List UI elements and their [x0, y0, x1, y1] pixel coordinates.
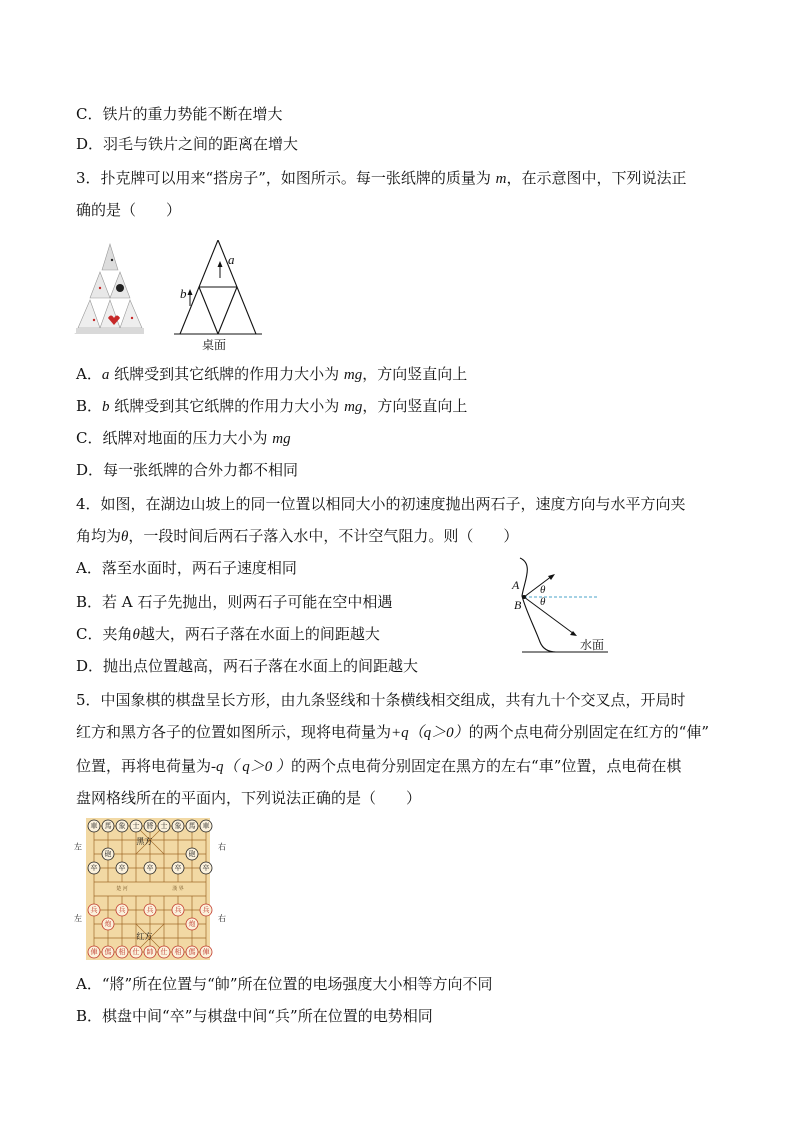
velocity-arrow-down: [524, 597, 577, 636]
label-water: 水面: [580, 638, 605, 652]
slope-curve: [520, 558, 556, 652]
black-piece: 將: [146, 822, 154, 830]
red-pawn: 兵: [90, 906, 98, 914]
red-piece: 傌: [188, 948, 196, 956]
black-pawn: 卒: [174, 864, 182, 872]
q3-option-c: C．纸牌对地面的压力大小为 mg: [76, 429, 291, 447]
black-piece: 馬: [104, 822, 112, 830]
red-pawn: 兵: [202, 906, 210, 914]
red-pawn: 兵: [118, 906, 126, 914]
label-B: B: [514, 598, 522, 612]
red-cannon: 炮: [188, 920, 196, 928]
red-piece: 仕: [160, 948, 168, 956]
q4-stem-line2: 角均为θ，一段时间后两石子落入水中，不计空气阻力。则（ ）: [76, 527, 519, 545]
black-piece: 象: [174, 822, 182, 830]
red-piece: 俥: [202, 948, 210, 956]
launch-point: [522, 595, 526, 599]
q3-stem-line2: 确的是（ ）: [76, 201, 182, 219]
q3-stem-line1: 3．扑克牌可以用来“搭房子”，如图所示。每一张纸牌的质量为 m，在示意图中，下列说法正: [76, 169, 687, 187]
q4-stem-line1: 4．如图，在湖边山坡上的同一位置以相同大小的初速度抛出两石子，速度方向与水平方向夹: [76, 495, 686, 513]
red-pawn: 兵: [174, 906, 182, 914]
xiangqi-board: [70, 816, 230, 962]
q5-figure: [70, 816, 230, 962]
black-piece: 士: [132, 822, 140, 830]
q4-figure: [500, 556, 620, 656]
q5-stem-line1: 5．中国象棋的棋盘呈长方形，由九条竖线和十条横线相交组成，共有九十个交叉点，开局时: [76, 691, 686, 709]
q4-option-c: C．夹角θ越大，两石子落在水面上的间距越大: [76, 625, 380, 643]
river-right-text: 漢 界: [172, 886, 184, 892]
card-house-photo: [74, 244, 144, 334]
black-pawn: 卒: [202, 864, 210, 872]
red-piece: 仕: [132, 948, 140, 956]
black-piece: 車: [90, 822, 98, 830]
red-piece: 傌: [104, 948, 112, 956]
q3-option-b: B．b 纸牌受到其它纸牌的作用力大小为 mg，方向竖直向上: [76, 397, 468, 415]
red-side-label: 红方: [136, 932, 153, 942]
q5-stem-line2: 红方和黑方各子的位置如图所示，现将电荷量为+q（q＞0）的两个点电荷分别固定在红方的“俥”: [76, 723, 709, 741]
black-piece: 象: [118, 822, 126, 830]
red-piece: 俥: [90, 948, 98, 956]
q4-option-d: D．抛出点位置越高，两石子落在水面上的间距越大: [76, 657, 419, 675]
black-pawn: 卒: [90, 864, 98, 872]
card-house-diagram: [72, 240, 272, 352]
black-pawn: 卒: [118, 864, 126, 872]
label-desk: 桌面: [202, 338, 227, 352]
arrow-b: [188, 289, 193, 306]
q3-option-a: A．a 纸牌受到其它纸牌的作用力大小为 mg，方向竖直向上: [76, 365, 468, 383]
red-piece: 帥: [146, 948, 154, 956]
q3-option-d: D．每一张纸牌的合外力都不相同: [76, 461, 299, 479]
black-piece: 士: [160, 822, 168, 830]
black-piece: 馬: [188, 822, 196, 830]
river-left-text: 楚 河: [116, 886, 128, 892]
black-piece: 車: [202, 822, 210, 830]
q4-option-b: B．若 A 石子先抛出，则两石子可能在空中相遇: [76, 593, 393, 611]
red-piece: 相: [174, 948, 182, 956]
black-cannon: 砲: [188, 850, 196, 858]
red-cannon: 炮: [104, 920, 112, 928]
q3-figure: [72, 240, 272, 352]
q5-stem-line3: 位置，再将电荷量为-q（ q＞0 ）的两个点电荷分别固定在黑方的左右“車”位置，点电荷在棋: [76, 757, 682, 775]
arrow-a: [218, 261, 223, 278]
right-bottom-label: 右: [218, 913, 226, 923]
black-pawn: 卒: [146, 864, 154, 872]
q2-option-d: D．羽毛与铁片之间的距离在增大: [76, 135, 299, 153]
black-side-label: 黑方: [136, 836, 153, 846]
q2-option-c: C．铁片的重力势能不断在增大: [76, 105, 283, 123]
left-top-label: 左: [74, 842, 82, 852]
label-theta-upper: θ: [540, 584, 546, 596]
q5-stem-line4: 盘网格线所在的平面内，下列说法正确的是（ ）: [76, 789, 422, 807]
q5-option-b: B．棋盘中间“卒”与棋盘中间“兵”所在位置的电势相同: [76, 1007, 433, 1025]
q5-option-a: A．“將”所在位置与“帥”所在位置的电场强度大小相等方向不同: [76, 975, 493, 993]
black-cannon: 砲: [104, 850, 112, 858]
label-A: A: [512, 578, 520, 592]
right-top-label: 右: [218, 842, 226, 852]
card-house-schematic: [174, 240, 262, 334]
q4-option-a: A．落至水面时，两石子速度相同: [76, 559, 297, 577]
label-a: a: [228, 252, 235, 267]
left-bottom-label: 左: [74, 913, 82, 923]
label-b: b: [180, 286, 187, 301]
red-piece: 相: [118, 948, 126, 956]
label-theta-lower: θ: [540, 596, 546, 608]
red-pawn: 兵: [146, 906, 154, 914]
